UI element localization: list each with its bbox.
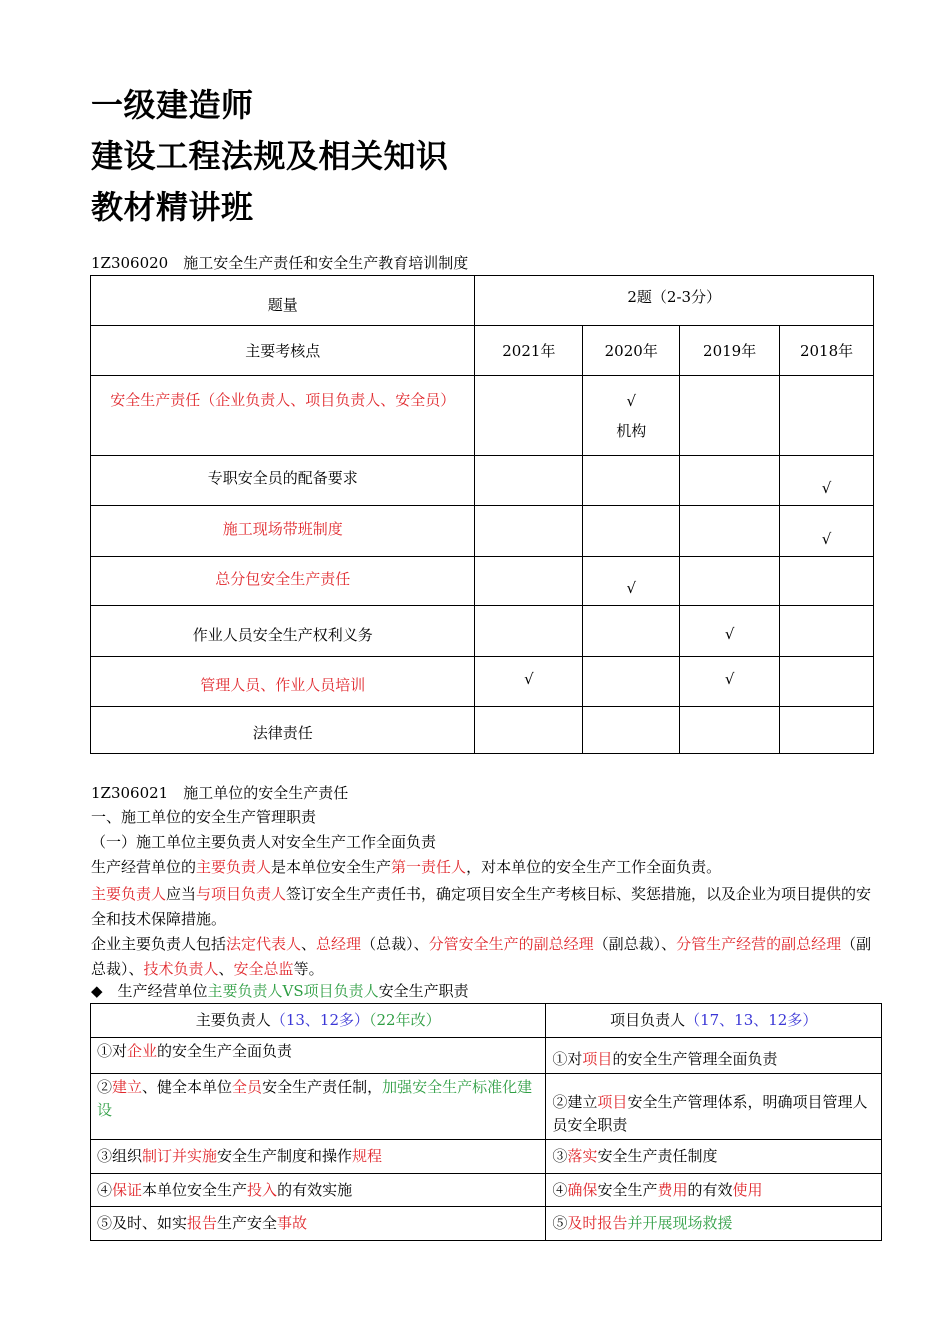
key-point-cell: 总分包安全生产责任 [91, 557, 475, 606]
highlight-text: 报告 [187, 1214, 218, 1232]
highlight-text: 建立 [112, 1078, 143, 1096]
left-cell [91, 1140, 546, 1174]
left-cell [91, 1038, 546, 1074]
exam-frequency-table [90, 275, 874, 754]
table-row [91, 506, 874, 557]
text-run: 生产安全 [217, 1214, 278, 1232]
text-run: （副总裁）、 [593, 935, 677, 953]
table-row [91, 1038, 882, 1074]
mark-cell: √ [680, 606, 780, 657]
mark-cell [583, 456, 680, 506]
highlight-text: 总经理 [316, 935, 362, 953]
text-run: 安全生产 [597, 1180, 658, 1199]
text-run: 的有效 [687, 1180, 733, 1199]
text-run: ④ [552, 1180, 568, 1199]
title-line-1: 一级建造师 [91, 86, 254, 124]
text-run: （副总裁）、 [91, 935, 872, 978]
right-cell [546, 1174, 882, 1207]
mark-cell [680, 506, 780, 557]
text-run: 、健全本单位 [142, 1078, 233, 1096]
highlight-text: 第一责任人 [391, 858, 467, 876]
highlight-text: 加强安全生产标准化建设 [97, 1078, 533, 1119]
mark-cell [583, 506, 680, 557]
highlight-text: 事故 [277, 1214, 308, 1232]
text-run: 是本单位安全生产 [271, 858, 392, 876]
text-run: 应当 [166, 885, 197, 903]
highlight-text: （22年改） [369, 1011, 441, 1029]
text-run: ①对 [552, 1050, 583, 1068]
mark-cell [680, 707, 780, 754]
title-line-3: 教材精讲班 [91, 188, 254, 226]
mark-cell [680, 376, 780, 456]
highlight-text: 企业 [127, 1042, 158, 1060]
text-run: 安全生产制度和操作 [217, 1147, 353, 1165]
text-run: 等。 [293, 960, 324, 978]
highlight-text: 使用 [732, 1180, 763, 1199]
mark-cell [475, 506, 583, 557]
paragraph-2 [91, 882, 886, 932]
header-year-2019: 2019年 [680, 326, 780, 376]
text-run: 、 [301, 935, 317, 953]
paragraph-1 [91, 858, 886, 877]
header-question-count-label: 题量 [91, 276, 475, 326]
right-cell [546, 1074, 882, 1140]
text-run: ⑤及时、如实 [97, 1214, 188, 1232]
header-key-points: 主要考核点 [91, 326, 475, 376]
mark-cell [475, 707, 583, 754]
key-point-cell: 作业人员安全生产权利义务 [91, 606, 475, 657]
table-row [91, 1140, 882, 1174]
text-run: 生产经营单位的 [91, 858, 197, 876]
text-run: 的有效实施 [277, 1180, 353, 1199]
highlight-text: 与项目负责人 [196, 885, 287, 903]
key-point-cell: 专职安全员的配备要求 [91, 456, 475, 506]
mark-cell [780, 707, 874, 754]
text-run: 安全生产管理体系，明确项目管理人员安全职责 [552, 1093, 868, 1134]
document-titles [91, 80, 449, 233]
header-year-2020: 2020年 [583, 326, 680, 376]
text-run: 本单位安全生产 [142, 1180, 248, 1199]
mark-cell: √ [680, 657, 780, 707]
mark-cell: √ [780, 456, 874, 506]
text-run: 安全生产职责 [378, 982, 469, 1000]
table-row [91, 707, 874, 754]
text-run: ④ [97, 1180, 113, 1199]
section-2-heading: 1Z306021 施工单位的安全生产责任 [91, 784, 349, 802]
table-row [91, 456, 874, 506]
highlight-text: 主要负责人 [196, 858, 272, 876]
title-line-2: 建设工程法规及相关知识 [91, 137, 449, 175]
subsection-heading-2: （一）施工单位主要负责人对安全生产工作全面负责 [91, 833, 437, 851]
header-year-2018: 2018年 [780, 326, 874, 376]
paragraph-4 [91, 982, 886, 1001]
left-cell [91, 1207, 546, 1241]
paragraph-3 [91, 932, 886, 982]
highlight-text: （13、12多） [270, 1011, 369, 1029]
highlight-text: 分管安全生产的副总经理 [428, 935, 594, 953]
text-run: 安全生产责任制度 [597, 1147, 718, 1165]
text-run: ③ [552, 1147, 568, 1165]
highlight-text: 全员 [232, 1078, 263, 1096]
right-cell [546, 1140, 882, 1174]
highlight-text: 主要负责人 [91, 885, 167, 903]
table-row [91, 1074, 882, 1140]
highlight-text: 项目 [582, 1050, 613, 1068]
table-row [91, 606, 874, 657]
mark-note: 机构 [616, 421, 647, 440]
text-run: ，对本单位的安全生产工作全面负责。 [466, 858, 722, 876]
col-header-project-leader [546, 1004, 882, 1038]
text-run: 项目负责人 [610, 1011, 686, 1029]
text-run: 、 [218, 960, 234, 978]
mark-cell [475, 456, 583, 506]
key-point-cell: 管理人员、作业人员培训 [91, 657, 475, 707]
key-point-cell: 施工现场带班制度 [91, 506, 475, 557]
highlight-text: 并开展现场救援 [627, 1214, 733, 1232]
mark-cell [780, 557, 874, 606]
text-run: 主要负责人 [195, 1011, 271, 1029]
section-1-heading: 1Z306020 施工安全生产责任和安全生产教育培训制度 [91, 254, 469, 272]
mark-cell [780, 376, 874, 456]
responsibility-comparison-table [90, 1003, 882, 1241]
highlight-text: 落实 [567, 1147, 598, 1165]
mark-cell [583, 376, 680, 456]
left-cell [91, 1174, 546, 1207]
mark-cell: √ [780, 506, 874, 557]
text-run: 的安全生产管理全面负责 [612, 1050, 778, 1068]
mark-cell [475, 606, 583, 657]
highlight-text: 法定代表人 [226, 935, 302, 953]
mark-cell [680, 456, 780, 506]
highlight-text: 确保 [567, 1180, 598, 1199]
highlight-text: 项目 [597, 1093, 628, 1111]
highlight-text: 费用 [657, 1180, 688, 1199]
table-row [91, 376, 874, 456]
header-year-2021: 2021年 [475, 326, 583, 376]
mark-cell [475, 557, 583, 606]
text-run: ①对 [97, 1042, 128, 1060]
table-row [91, 1174, 882, 1207]
highlight-text: 规程 [352, 1147, 383, 1165]
highlight-text: （17、13、12多） [685, 1011, 818, 1029]
right-cell [546, 1038, 882, 1074]
text-run: ◆ 生产经营单位 [91, 982, 208, 1000]
table-row [91, 1207, 882, 1241]
text-run: 安全生产责任制， [262, 1078, 383, 1096]
highlight-text: 保证 [112, 1180, 143, 1199]
highlight-text: 安全总监 [233, 960, 294, 978]
highlight-text: 投入 [247, 1180, 278, 1199]
key-point-cell: 安全生产责任（企业负责人、项目负责人、安全员） [110, 391, 456, 409]
text-run: 的安全生产全面负责 [157, 1042, 293, 1060]
text-run: ⑤ [552, 1214, 568, 1232]
check-mark: √ [626, 391, 637, 410]
mark-cell [583, 707, 680, 754]
header-question-count-value: 2题（2-3分） [475, 276, 874, 326]
text-run: 签订安全生产责任书，确定项目安全生产考核目标、奖惩措施，以及企业为项目提供的安全和技术保障措施。 [91, 885, 872, 928]
highlight-text: 制订并实施 [142, 1147, 218, 1165]
mark-cell: √ [475, 657, 583, 707]
text-run: （总裁）、 [361, 935, 429, 953]
mark-cell [780, 657, 874, 707]
table-row [91, 557, 874, 606]
subsection-heading-1: 一、施工单位的安全生产管理职责 [91, 808, 317, 826]
left-cell [91, 1074, 546, 1140]
highlight-text: 及时报告 [567, 1214, 628, 1232]
highlight-text: 主要负责人VS项目负责人 [207, 982, 379, 1000]
mark-cell [680, 557, 780, 606]
text-run: ②建立 [552, 1093, 598, 1111]
mark-cell: √ [583, 557, 680, 606]
mark-cell [780, 606, 874, 657]
col-header-main-leader [91, 1004, 546, 1038]
key-point-cell: 法律责任 [91, 707, 475, 754]
text-run: 企业主要负责人包括 [91, 935, 227, 953]
right-cell [546, 1207, 882, 1241]
text-run: ② [97, 1078, 113, 1096]
mark-cell [583, 606, 680, 657]
mark-cell [583, 657, 680, 707]
highlight-text: 分管生产经营的副总经理 [676, 935, 842, 953]
highlight-text: 技术负责人 [143, 960, 219, 978]
mark-cell [475, 376, 583, 456]
text-run: ③组织 [97, 1147, 143, 1165]
table-row [91, 657, 874, 707]
